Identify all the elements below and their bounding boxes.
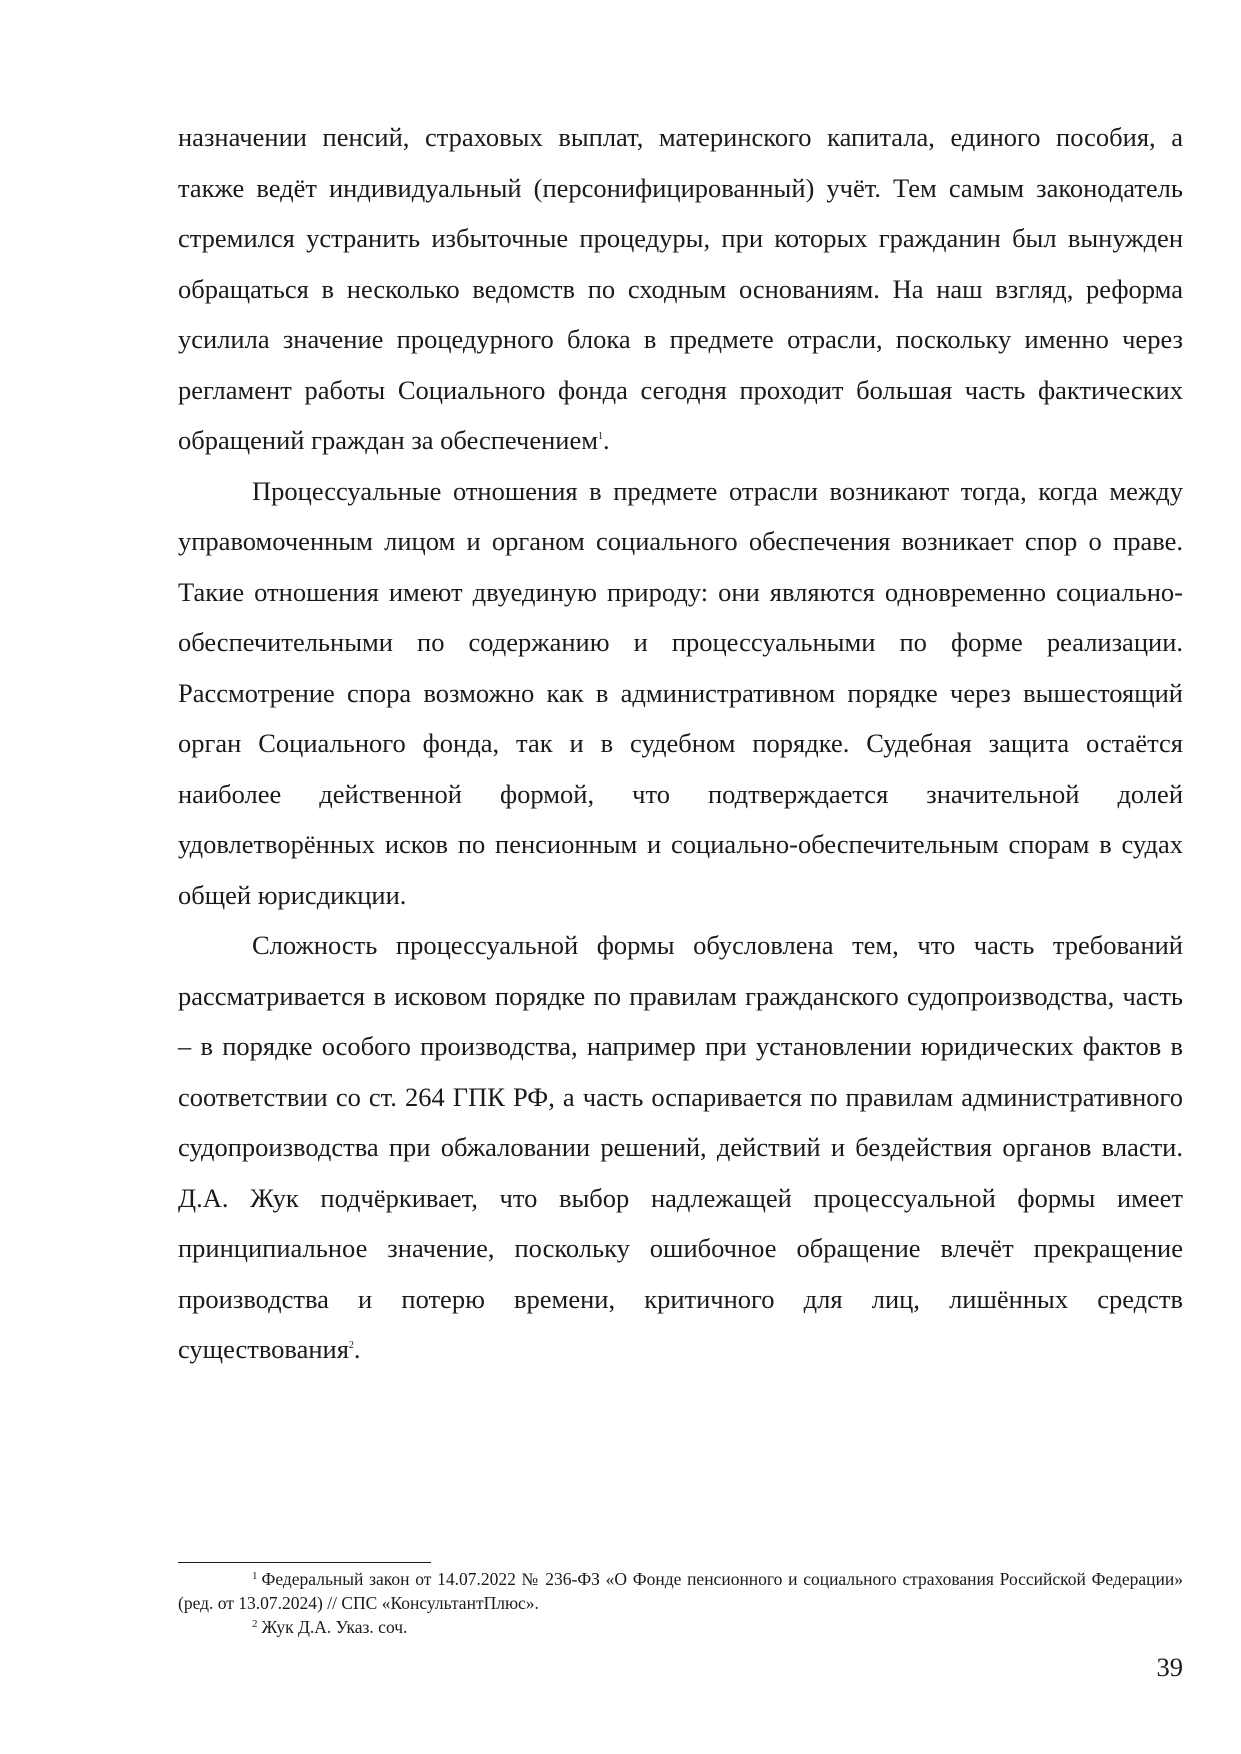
paragraph-text: Сложность процессуальной формы обусловлена тем, что часть требований рассматривается в исковом порядке по правилам гражданского судопроизводства, часть – в порядке особого производства, например при установлении юридических фактов в соответствии со ст. 264 ГПК РФ, а часть оспаривается по правилам административного судопроизводства при обжаловании решений, действий и бездействия органов власти. Д.А. Жук подчёркивает, что выбор надлежащей процессуальной формы имеет принципиальное значение, поскольку ошибочное обращение влечёт прекращение производства и потерю времени, критичного для лиц, лишённых средств существования [178,930,1183,1364]
footnote-text: Федеральный закон от 14.07.2022 № 236-ФЗ «О Фонде пенсионного и социального страхования Российской Федерации» (ред. от 13.07.2024) // СПС «КонсультантПлюс». [178,1569,1183,1613]
footnote-reference-1[interactable]: 1 [598,431,604,442]
footnote-number: 1 [252,1570,258,1582]
paragraph-text-tail: . [603,425,610,455]
paragraph-procedural-form [178,920,1183,1375]
page-number: 39 [1156,1652,1183,1682]
footnote-text: Жук Д.А. Указ. соч. [261,1617,408,1637]
footnotes-block [178,1567,1183,1639]
footnote-separator [178,1562,431,1563]
paragraph-procedural-relations [178,466,1183,921]
paragraph-text: назначении пенсий, страховых выплат, материнского капитала, единого пособия, а также ведёт индивидуальный (персонифицированный) учёт. Тем самым законодатель стремился устранить избыточные процедуры, при которых гражданин был вынужден обращаться в несколько ведомств по сходным основаниям. На наш взгляд, реформа усилила значение процедурного блока в предмете отрасли, поскольку именно через регламент работы Социального фонда сегодня проходит большая часть фактических обращений граждан за обеспечением [178,122,1183,455]
footnote-2 [178,1615,1183,1639]
footnote-number: 2 [252,1618,258,1630]
paragraph-text-tail: . [353,1334,361,1364]
footnote-reference-2[interactable]: 2 [348,1340,354,1351]
paragraph-text: Процессуальные отношения в предмете отрасли возникают тогда, когда между управомоченным лицом и органом социального обеспечения возникает спор о праве. Такие отношения имеют двуединую природу: они являются одновременно социально-обеспечительными по содержанию и процессуальными по форме реализации. Рассмотрение спора возможно как в административном порядке через вышестоящий орган Социального фонда, так и в судебном порядке. Судебная защита остаётся наиболее действенной формой, что подтверждается значительной долей удовлетворённых исков по пенсионным и социально-обеспечительным спорам в судах общей юрисдикции. [178,475,1183,910]
paragraph-continued [178,112,1183,466]
footnote-1 [178,1567,1183,1615]
body-text [178,112,1183,1375]
